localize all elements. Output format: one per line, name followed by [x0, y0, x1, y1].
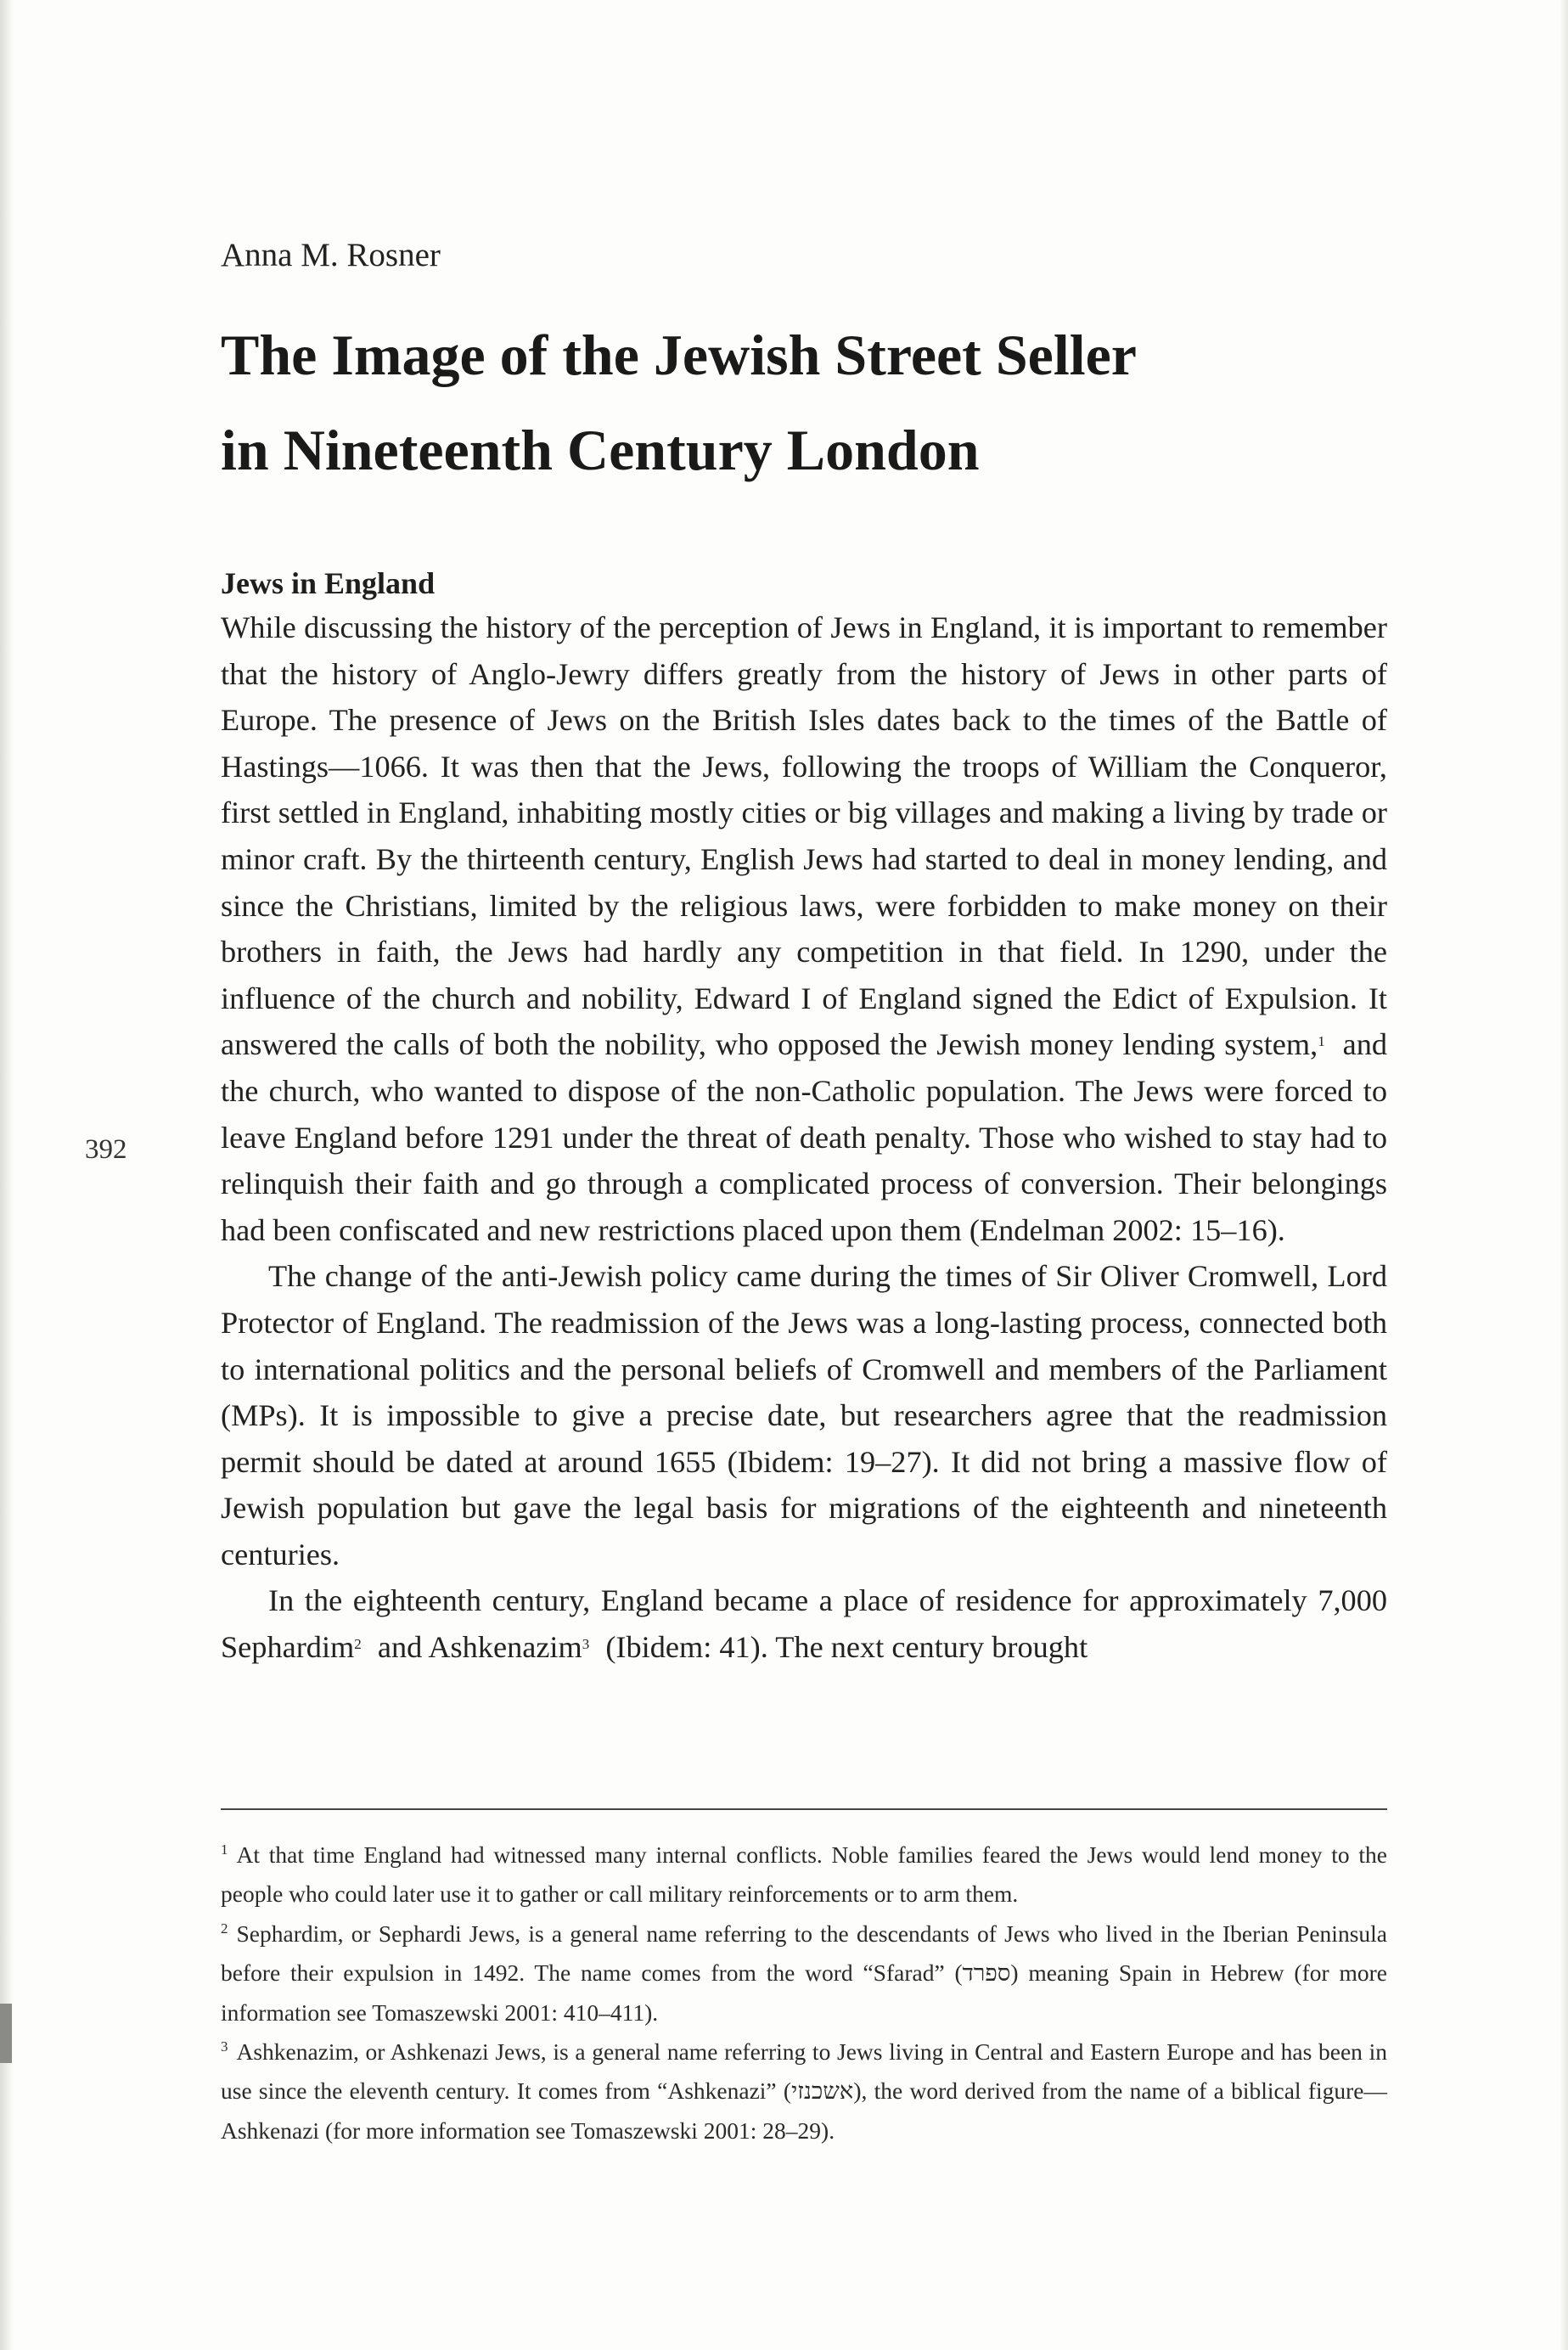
paragraph-3 — [221, 1577, 1387, 1670]
body-text — [221, 604, 1387, 1671]
paragraph-3-part-b: and Ashkenazim — [369, 1630, 582, 1665]
article-title-line-1: The Image of the Jewish Street Seller — [221, 323, 1137, 387]
footnote-2 — [221, 1914, 1387, 2032]
scan-edge-right — [1560, 0, 1568, 2350]
footnote-divider — [221, 1808, 1387, 1810]
paragraph-3-part-c: (Ibidem: 41). The next century brought — [598, 1630, 1088, 1665]
paragraph-1-part-b: and the church, who wanted to dispose of the non-Catholic population. The Jews were forced to leave England before 1291 under the threat of death penalty. Those who wished to stay had to relinquish their faith and go through a complicated process of conversion. Their belongings had been confiscated and new restrictions placed upon them (Endelman 2002: 15–16). — [221, 1027, 1387, 1247]
footnote-ref-2: 2 — [354, 1636, 362, 1653]
author-name: Anna M. Rosner — [221, 237, 441, 273]
paragraph-1-part-a: While discussing the history of the perception of Jews in England, it is important to remember that the history of Anglo-Jewry differs greatly from the history of Jews in other parts of Europe. The presence of Jews on the British Isles dates back to the times of the Battle of Hastings—1066. It was then that the Jews, following the troops of William the Conqueror, first settled in England, inhabiting mostly cities or big villages and making a living by trade or minor craft. By the thirteenth century, English Jews had started to deal in money lending, and since the Christians, limited by the religious laws, were forbidden to make money on their brothers in faith, the Jews had hardly any competition in that field. In 1290, under the influence of the church and nobility, Edward I of England signed the Edict of Expulsion. It answered the calls of both the nobility, who opposed the Jewish money lending system, — [221, 610, 1387, 1062]
footnote-1-number: 1 — [221, 1841, 228, 1858]
footnote-2-text: Sephardim, or Sephardi Jews, is a general name referring to the descendants of Jews who lived in the Iberian Peninsula before their expulsion in 1492. The name comes from the word “Sfarad” (ספרד) meaning Spain in Hebrew (for more information see Tomaszewski 2001: 410–411). — [221, 1920, 1387, 2026]
footnote-2-number: 2 — [221, 1920, 228, 1937]
paragraph-3-part-a: In the eighteenth century, England became a place of residence for approximately 7,000 Sephardim — [221, 1583, 1387, 1665]
footnote-1-text: At that time England had witnessed many internal conflicts. Noble families feared the Jews would lend money to the people who could later use it to gather or call military reinforcements or to arm them. — [221, 1841, 1387, 1908]
paragraph-2: The change of the anti-Jewish policy came during the times of Sir Oliver Cromwell, Lord Protector of England. The readmission of the Jews was a long-lasting process, connected both to international politics and the personal beliefs of Cromwell and members of the Parliament (MPs). It is impossible to give a precise date, but researchers agree that the readmission permit should be dated at around 1655 (Ibidem: 19–27). It did not bring a massive flow of Jewish population but gave the legal basis for migrations of the eighteenth and nineteenth centuries. — [221, 1259, 1387, 1571]
section-heading: Jews in England — [221, 566, 436, 600]
scan-edge-left — [0, 0, 14, 2350]
binding-mark — [0, 2004, 12, 2063]
page-number: 392 — [85, 1134, 127, 1165]
footnotes — [221, 1836, 1387, 2150]
footnote-ref-1: 1 — [1318, 1033, 1325, 1050]
footnote-ref-3: 3 — [582, 1636, 590, 1653]
footnote-3 — [221, 2032, 1387, 2150]
article-title — [221, 307, 1137, 498]
footnote-1 — [221, 1836, 1387, 1914]
footnote-3-text: Ashkenazim, or Ashkenazi Jews, is a general name referring to Jews living in Central and Eastern Europe and has been in use since the eleventh century. It comes from “Ashkenazi” (אשכנזי), the word derived from the name of a biblical figure—Ashkenazi (for more information see Tomaszewski 2001: 28–29). — [221, 2038, 1387, 2144]
article-title-line-2: in Nineteenth Century London — [221, 418, 980, 482]
paragraph-1 — [221, 604, 1387, 1253]
footnote-3-number: 3 — [221, 2038, 228, 2055]
